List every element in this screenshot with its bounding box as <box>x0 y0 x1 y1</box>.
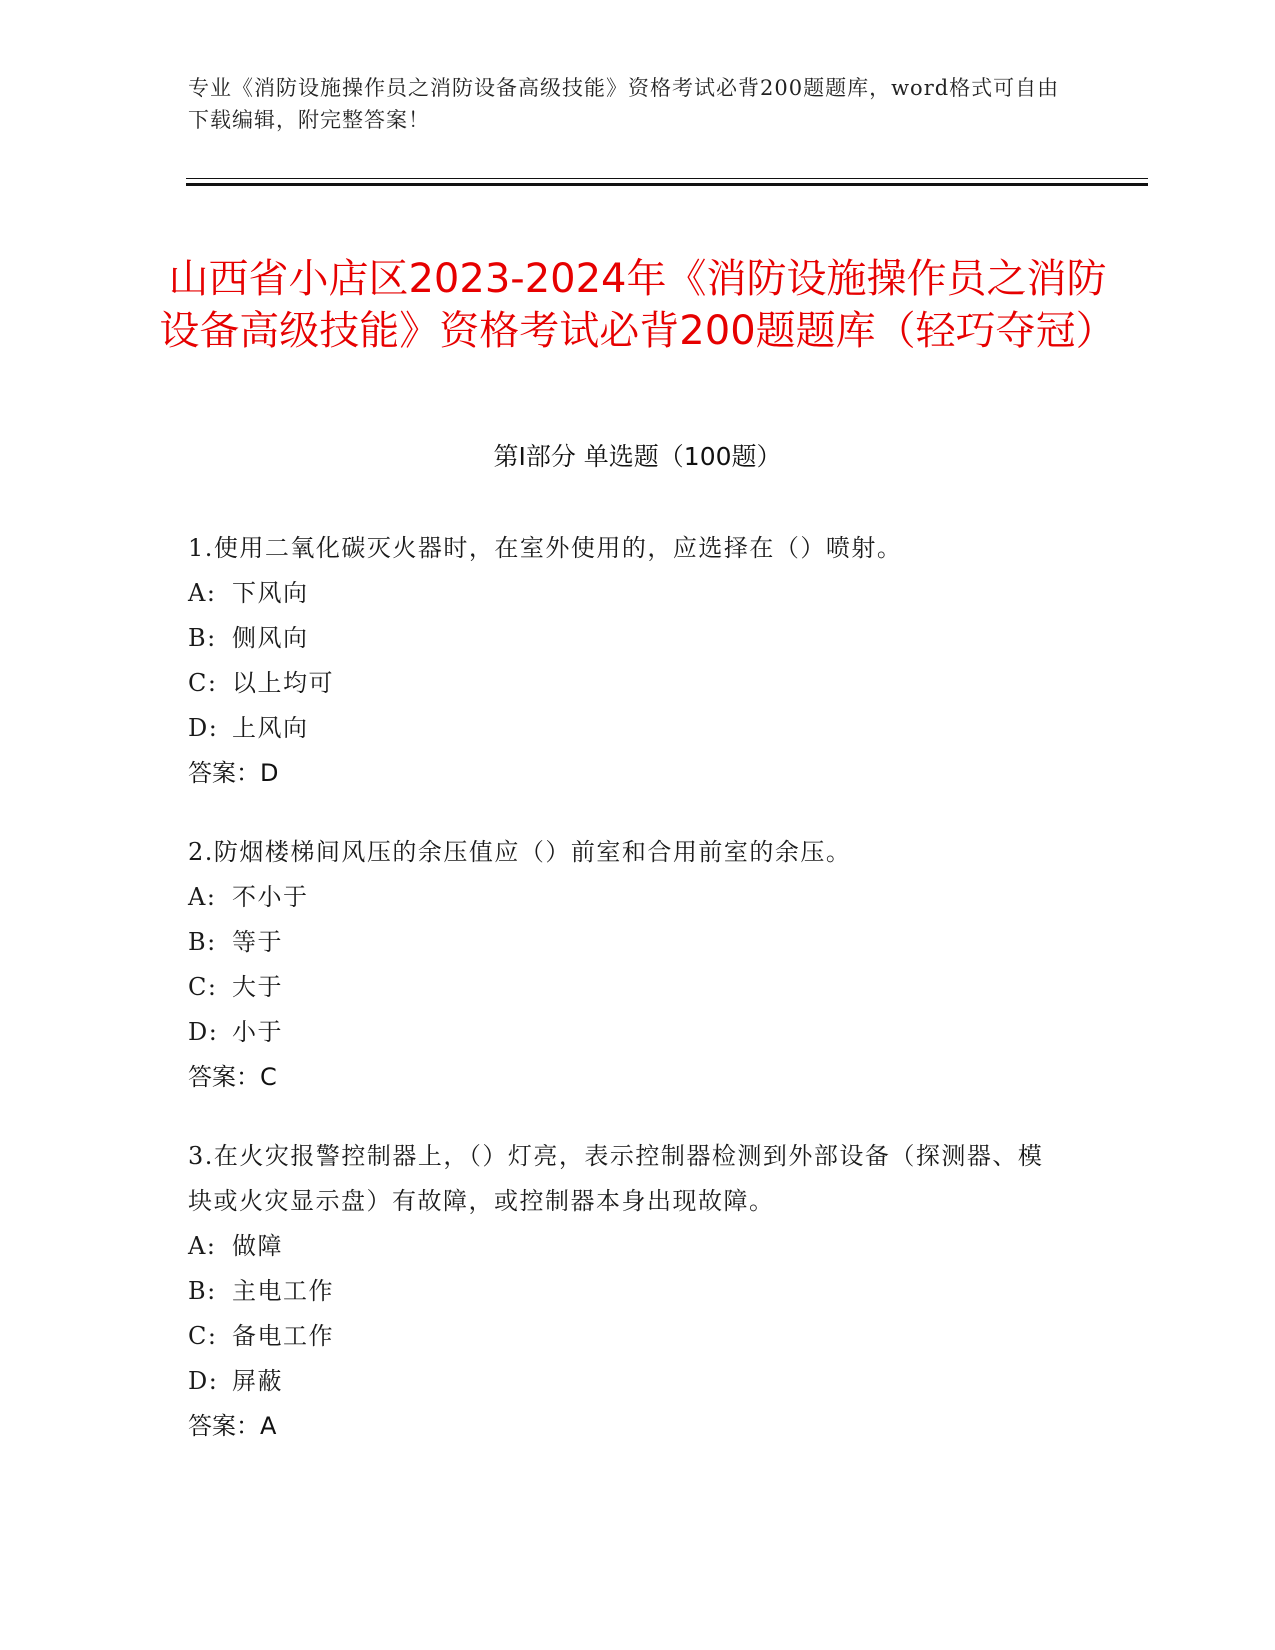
option-a <box>188 571 1068 616</box>
question-stem: 3.在火灾报警控制器上，（）灯亮，表示控制器检测到外部设备（探测器、模块或火灾显示盘）有故障，或控制器本身出现故障。 <box>188 1142 1044 1215</box>
option-text: 小于 <box>232 1018 283 1046</box>
option-key: A: <box>188 1232 217 1260</box>
option-a <box>188 875 1068 920</box>
option-d <box>188 1359 1068 1404</box>
option-key: D: <box>188 1367 219 1395</box>
answer-line <box>188 1404 1068 1449</box>
option-text: 以上均可 <box>232 669 334 697</box>
header-divider-thin <box>186 178 1148 179</box>
option-key: B: <box>188 928 217 956</box>
answer-line <box>188 1055 1068 1100</box>
option-b <box>188 1269 1068 1314</box>
option-b <box>188 920 1068 965</box>
question-2 <box>188 830 1068 1100</box>
answer-value: C <box>260 1063 277 1091</box>
option-key: C: <box>188 669 218 697</box>
option-key: A: <box>188 579 217 607</box>
option-text: 侧风向 <box>232 624 309 652</box>
option-d <box>188 1010 1068 1055</box>
answer-label: 答案： <box>188 1412 260 1440</box>
option-key: D: <box>188 1018 219 1046</box>
option-text: 等于 <box>232 928 283 956</box>
answer-label: 答案： <box>188 1063 260 1091</box>
section-title: 第I部分 单选题（100题） <box>493 442 782 471</box>
option-d <box>188 706 1068 751</box>
option-key: B: <box>188 1277 217 1305</box>
option-c <box>188 1314 1068 1359</box>
option-text: 不小于 <box>232 883 309 911</box>
option-key: C: <box>188 1322 218 1350</box>
answer-line <box>188 751 1068 796</box>
question-stem: 2.防烟楼梯间风压的余压值应（）前室和合用前室的余压。 <box>188 838 852 866</box>
question-3 <box>188 1134 1068 1449</box>
option-text: 大于 <box>232 973 283 1001</box>
option-key: C: <box>188 973 218 1001</box>
question-list <box>188 526 1068 1483</box>
document-title: 山西省小店区2023-2024年《消防设施操作员之消防设备高级技能》资格考试必背200题题库（轻巧夺冠） <box>159 255 1116 354</box>
option-a <box>188 1224 1068 1269</box>
option-key: D: <box>188 714 219 742</box>
option-text: 主电工作 <box>232 1277 334 1305</box>
option-c <box>188 661 1068 706</box>
option-text: 下风向 <box>232 579 309 607</box>
header-note: 专业《消防设施操作员之消防设备高级技能》资格考试必背200题题库，word格式可自由下载编辑，附完整答案！ <box>188 76 1060 132</box>
question-stem: 1.使用二氧化碳灭火器时，在室外使用的，应选择在（）喷射。 <box>188 534 903 562</box>
option-text: 上风向 <box>232 714 309 742</box>
answer-value: A <box>260 1412 277 1440</box>
option-key: A: <box>188 883 217 911</box>
option-text: 备电工作 <box>232 1322 334 1350</box>
question-1 <box>188 526 1068 796</box>
answer-label: 答案： <box>188 759 260 787</box>
option-b <box>188 616 1068 661</box>
option-c <box>188 965 1068 1010</box>
answer-value: D <box>260 759 279 787</box>
header-divider-thick <box>186 183 1148 186</box>
option-text: 屏蔽 <box>232 1367 283 1395</box>
option-text: 做障 <box>232 1232 283 1260</box>
option-key: B: <box>188 624 217 652</box>
